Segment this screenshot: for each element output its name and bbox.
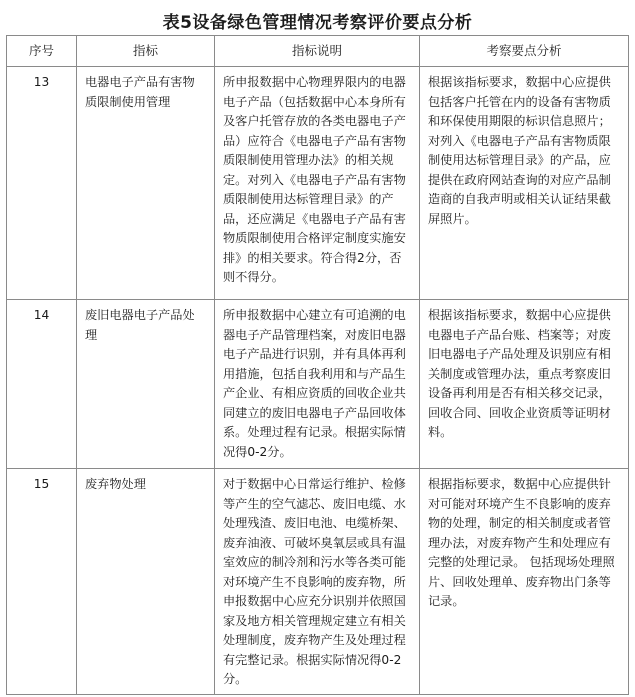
row-analysis: 根据该指标要求，数据中心应提供包括客户托管在内的设备有害物质和环保使用期限的标识信息照片；对列入《电器电子产品有害物质限制使用达标管理目录》的产品，应提供在政府网站查询的对应产品制造商的自我声明或相关认证结果截屏照片。: [420, 67, 629, 300]
header-number: 序号: [7, 36, 77, 67]
row-number: 15: [7, 469, 77, 695]
row-description: 所申报数据中心物理界限内的电器电子产品（包括数据中心本身所有及客户托管存放的各类电器电子产品）应符合《电器电子产品有害物质限制使用管理办法》的相关规定。对列入《电器电子产品有害物质限制使用达标管理目录》的产品，还应满足《电器电子产品有害物质限制使用合格评定制度实施安排》的相关要求。符合得2分，否则不得分。: [215, 67, 420, 300]
table-row: [7, 300, 629, 469]
row-indicator: 废弃物处理: [77, 469, 215, 695]
evaluation-table: [6, 35, 629, 695]
row-number: 14: [7, 300, 77, 469]
row-analysis: 根据指标要求，数据中心应提供针对可能对环境产生不良影响的废弃物的处理，制定的相关制度或者管理办法，对废弃物产生和处理应有完整的处理记录。 包括现场处理照片、回收处理单、废弃物出门条等记录。: [420, 469, 629, 695]
table-title: 表5设备绿色管理情况考察评价要点分析: [162, 13, 473, 33]
row-description: 所申报数据中心建立有可追溯的电器电子产品管理档案，对废旧电器电子产品进行识别，并有具体再利用措施，包括自我利用和与产品生产企业、有相应资质的回收企业共同建立的废旧电器电子产品回收体系。处理过程有记录。根据实际情况得0-2分。: [215, 300, 420, 469]
header-analysis: 考察要点分析: [420, 36, 629, 67]
row-indicator: 废旧电器电子产品处理: [77, 300, 215, 469]
row-indicator: 电器电子产品有害物质限制使用管理: [77, 67, 215, 300]
table-row: [7, 67, 629, 300]
header-indicator: 指标: [77, 36, 215, 67]
table-header-row: [7, 36, 629, 67]
row-number: 13: [7, 67, 77, 300]
header-description: 指标说明: [215, 36, 420, 67]
table-row: [7, 469, 629, 695]
row-analysis: 根据该指标要求，数据中心应提供电器电子产品台账、档案等；对废旧电器电子产品处理及识别应有相关制度或管理办法，重点考察废旧设备再利用是否有相关移交记录，回收合同、回收企业资质等证明材料。: [420, 300, 629, 469]
row-description: 对于数据中心日常运行维护、检修等产生的空气滤芯、废旧电缆、水处理残渣、废旧电池、电缆桥架、废弃油液、可破坏臭氧层或具有温室效应的制冷剂和污水等各类可能对环境产生不良影响的废弃物，所申报数据中心应充分识别并依照国家及地方相关管理规定建立有相关处理制度，废弃物产生及处理过程有完整记录。根据实际情况得0-2分。: [215, 469, 420, 695]
